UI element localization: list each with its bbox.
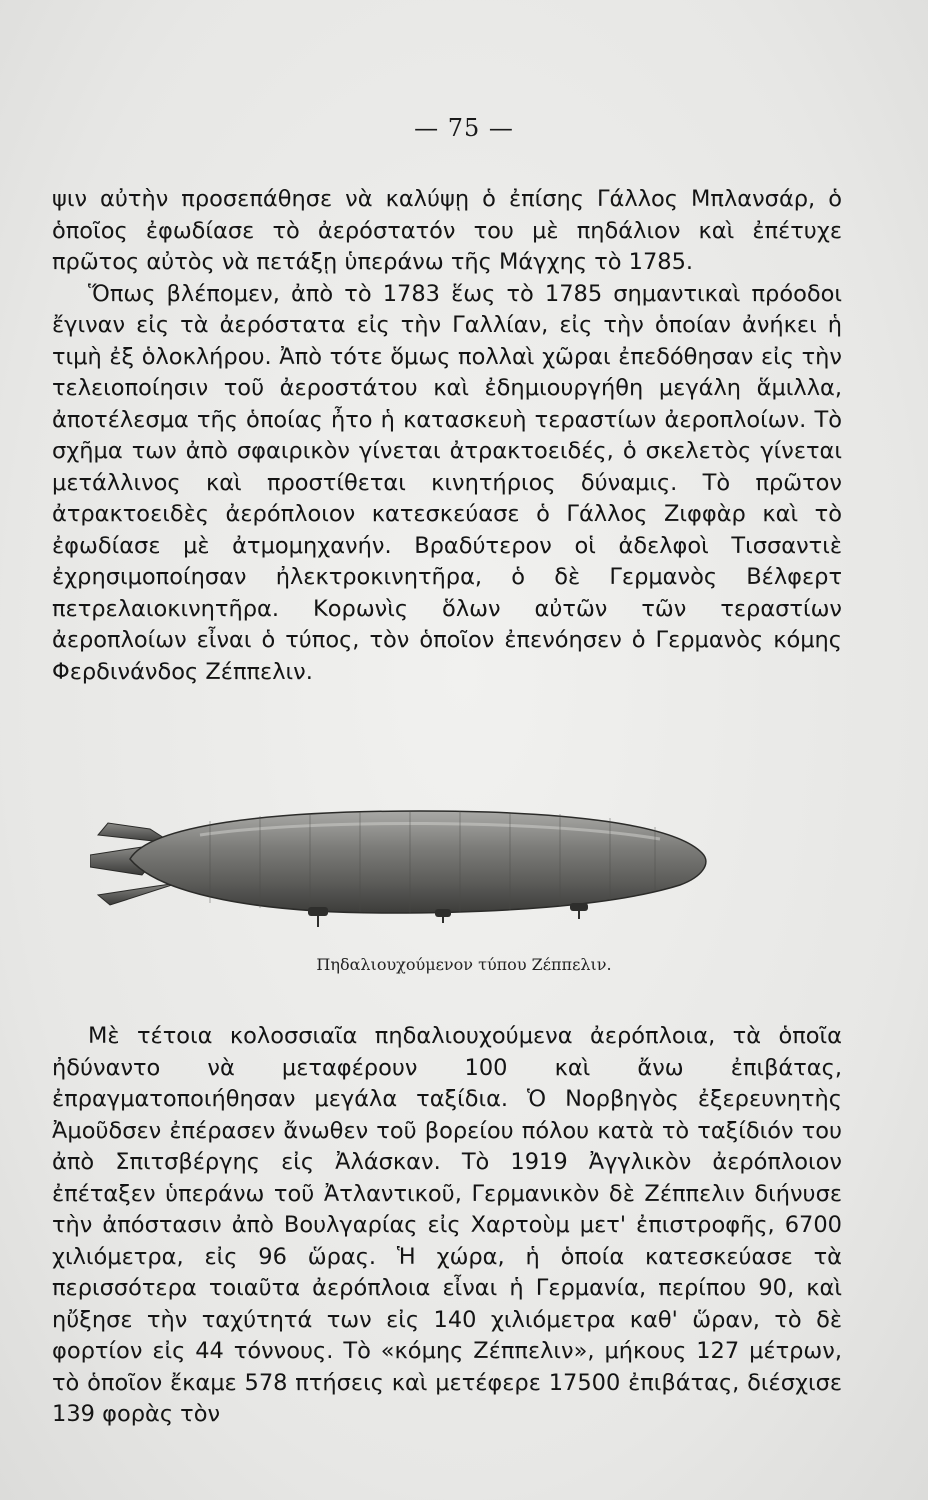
- bottom-text-block: [52, 1021, 842, 1431]
- page-number: — 75 —: [414, 114, 514, 142]
- paragraph-airship-history: Ὅπως βλέπομεν, ἀπὸ τὸ 1783 ἕως τὸ 1785 σημαντικαὶ πρόοδοι ἔγιναν εἰς τὰ ἀερόστατα εἰς τὴν Γαλλίαν, εἰς τὴν ὁποίαν ἀνήκει ἡ τιμὴ ἐξ ὁλοκλήρου. Ἀπὸ τότε ὅμως πολλαὶ χῶραι ἐπεδόθησαν εἰς τὴν τελειοποίησιν τοῦ ἀεροστάτου καὶ ἐδημιουργήθη μεγάλη ἅμιλλα, ἀποτέλεσμα τῆς ὁποίας ἦτο ἡ κατασκευὴ τεραστίων ἀεροπλοίων. Τὸ σχῆμα των ἀπὸ σφαιρικὸν γίνεται ἀτρακτοειδές, ὁ σκελετὸς γίνεται μετάλλινος καὶ προστίθεται κινητήριος δύναμις. Τὸ πρῶτον ἀτρακτοειδὲς ἀερόπλοιον κατεσκεύασε ὁ Γάλλος Ζιφφὰρ καὶ τὸ ἐφωδίασε μὲ ἀτμομηχανήν. Βραδύτερον οἱ ἀδελφοὶ Τισσαντιὲ ἐχρησιμοποίησαν ἠλεκτροκινητῆρα, ὁ δὲ Γερμανὸς Βέλφερτ πετρελαιοκινητῆρα. Κορωνὶς ὅλων αὐτῶν τῶν τεραστίων ἀεροπλοίων εἶναι ὁ τύπος, τὸν ὁποῖον ἐπενόησεν ὁ Γερμανὸς κόμης Φερδινάνδος Ζέππελιν.: [52, 280, 842, 685]
- paragraph-great-voyages: Μὲ τέτοια κολοσσιαῖα πηδαλιουχούμενα ἀερόπλοια, τὰ ὁποῖα ἠδύναντο νὰ μεταφέρουν 100 καὶ ἄνω ἐπιβάτας, ἐπραγματοποιήθησαν μεγάλα ταξίδια. Ὁ Νορβηγὸς ἐξερευνητὴς Ἀμοῦδσεν ἐπέρασεν ἄνωθεν τοῦ βορείου πόλου κατὰ τὸ ταξίδιόν του ἀπὸ Σπιτσβέργης εἰς Ἀλάσκαν. Τὸ 1919 Ἀγγλικὸν ἀερόπλοιον ἐπέταξεν ὑπεράνω τοῦ Ἀτλαντικοῦ, Γερμανικὸν δὲ Ζέππελιν διήνυσε τὴν ἀπόστασιν ἀπὸ Βουλγαρίας εἰς Χαρτοὺμ μετ' ἐπιστροφῆς, 6700 χιλιόμετρα, εἰς 96 ὥρας. Ἡ χώρα, ἡ ὁποία κατεσκεύασε τὰ περισσότερα τοιαῦτα ἀερόπλοια εἶναι ἡ Γερμανία, περίπου 90, καὶ ηὔξησε τὴν ταχύτητά των εἰς 140 χιλιόμετρα καθ' ὥραν, τὸ δὲ φορτίον εἰς 44 τόννους. Τὸ «κόμης Ζέππελιν», μήκους 127 μέτρων, τὸ ὁποῖον ἔκαμε 578 πτήσεις καὶ μετέφερε 17500 ἐπιβάτας, διέσχισε 139 φορὰς τὸν: [52, 1023, 842, 1427]
- paragraph-continuation: ψιν αὐτὴν προσεπάθησε νὰ καλύψῃ ὁ ἐπίσης Γάλλος Μπλανσάρ, ὁ ὁποῖος ἐφωδίασε τὸ ἀερόστατόν του μὲ πηδάλιον καὶ ἐπέτυχε πρῶτος αὐτὸς νὰ πετάξῃ ὑπεράνω τῆς Μάγχης τὸ 1785.: [52, 186, 842, 275]
- top-text-block: [52, 184, 842, 688]
- figure-caption: Πηδαλιουχούμενον τύπου Ζέππελιν.: [316, 955, 612, 974]
- zeppelin-airship-illustration: [90, 795, 710, 945]
